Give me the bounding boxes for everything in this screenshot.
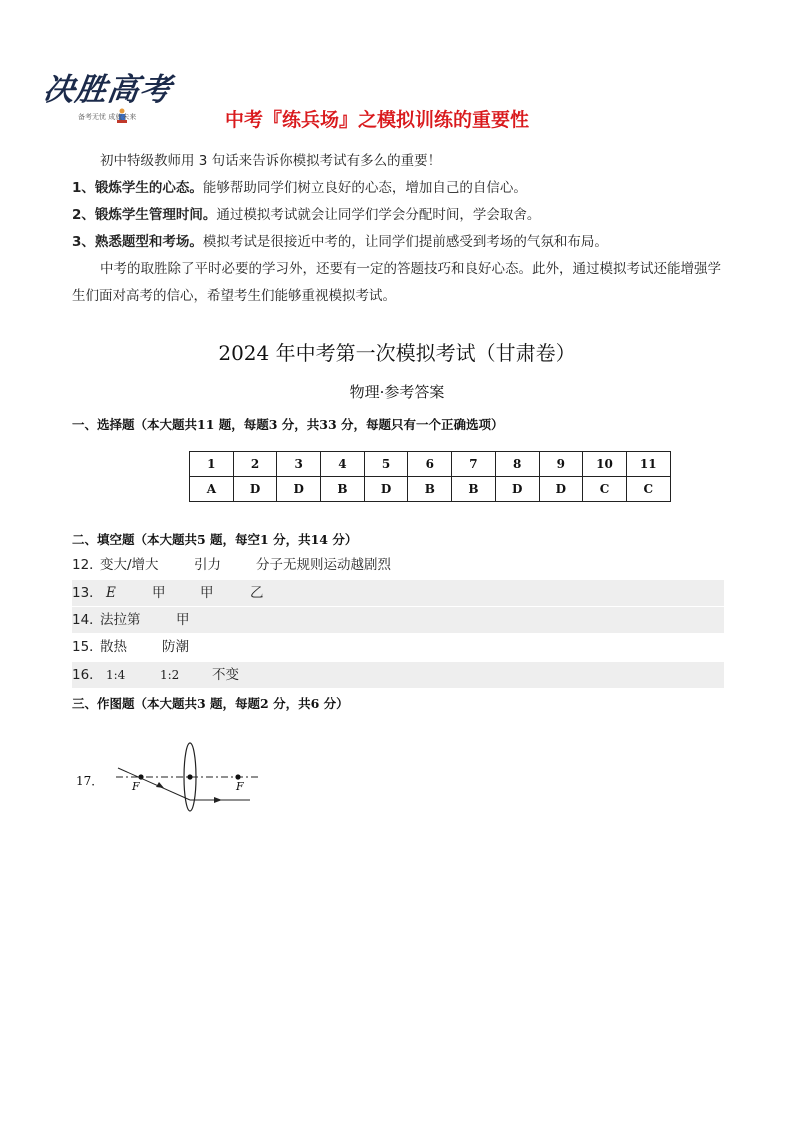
- question-number: 16．: [72, 667, 103, 683]
- answer-cell: D: [539, 477, 583, 502]
- question-number: 9: [539, 452, 583, 477]
- answer-text: 防潮: [162, 639, 189, 655]
- answer-text: 甲: [200, 585, 214, 601]
- intro-text: 初中特级教师用 3 句话来告诉你模拟考试有多么的重要！: [100, 153, 442, 169]
- question-number: 3: [277, 452, 321, 477]
- question-number: 10: [583, 452, 627, 477]
- answer-cell: B: [452, 477, 496, 502]
- answer-text: 乙: [250, 585, 264, 601]
- exam-subtitle: 物理·参考答案: [349, 383, 445, 401]
- point-1: [72, 180, 527, 196]
- answer-cell: C: [626, 477, 670, 502]
- point-1-num: 1、: [72, 180, 95, 196]
- question-number: 17．: [76, 774, 104, 788]
- answer-text: 分子无规则运动越剧烈: [256, 557, 391, 573]
- optical-center: [187, 774, 192, 779]
- answer-cell: B: [408, 477, 452, 502]
- answer-text: 引力: [194, 557, 221, 573]
- section-1-heading: 一、选择题（本大题共11 题，每题3 分，共33 分，每题只有一个正确选项）: [72, 417, 504, 432]
- incident-ray: [118, 768, 190, 800]
- point-3-num: 3、: [72, 234, 95, 250]
- answer-table: [189, 451, 671, 502]
- question-number: 7: [452, 452, 496, 477]
- question-number: 4: [321, 452, 365, 477]
- point-1-bold: 锻炼学生的心态。: [94, 180, 203, 196]
- closing-paragraph: 中考的取胜除了平时必要的学习外，还要有一定的答题技巧和良好心态。此外，通过模拟考试还能增强学生们面对高考的信心，希望考生们能够重视模拟考试。: [72, 261, 721, 304]
- answer-cell: A: [190, 477, 234, 502]
- answer-text: 甲: [176, 612, 190, 628]
- question-number: 13．: [72, 585, 103, 601]
- answer-cell: D: [233, 477, 277, 502]
- fill-answer-14: [72, 607, 724, 633]
- answer-text: 散热: [100, 639, 127, 655]
- answer-cell: D: [364, 477, 408, 502]
- question-number: 1: [190, 452, 234, 477]
- answer-text: 1:2: [160, 668, 180, 682]
- question-number: 11: [626, 452, 670, 477]
- answer-text: E: [106, 585, 116, 601]
- answer-text: 不变: [212, 667, 239, 683]
- question-number: 8: [495, 452, 539, 477]
- question-number: 2: [233, 452, 277, 477]
- fill-answer-12: [72, 552, 724, 578]
- ray-arrow: [214, 797, 222, 803]
- question-number: 12．: [72, 557, 103, 573]
- answer-table-numbers-row: [190, 452, 671, 477]
- point-2-text: 通过模拟考试就会让同学们学会分配时间，学会取舍。: [216, 207, 541, 223]
- focal-point-right: [235, 774, 240, 779]
- point-3: [72, 234, 608, 250]
- answer-text: 1:4: [106, 668, 126, 682]
- answer-cell: B: [321, 477, 365, 502]
- exam-title: 2024 年中考第一次模拟考试（甘肃卷）: [218, 341, 576, 365]
- logo-text: 决胜高考: [40, 72, 175, 108]
- question-number: 5: [364, 452, 408, 477]
- point-2-num: 2、: [72, 207, 95, 223]
- logo: [40, 64, 175, 136]
- figure-17: [72, 740, 272, 820]
- answer-text: 法拉第: [100, 612, 141, 628]
- focus-label-right: F: [236, 780, 244, 793]
- section-3-heading: 三、作图题（本大题共3 题，每题2 分，共6 分）: [72, 696, 349, 711]
- fill-answer-16: [72, 662, 724, 688]
- question-number: 6: [408, 452, 452, 477]
- fill-answer-13: [72, 580, 724, 606]
- focus-label-left: F: [132, 780, 140, 793]
- answer-cell: D: [495, 477, 539, 502]
- point-3-text: 模拟考试是很接近中考的，让同学们提前感受到考场的气氛和布局。: [202, 234, 608, 250]
- answer-cell: D: [277, 477, 321, 502]
- point-2-bold: 锻炼学生管理时间。: [94, 207, 217, 223]
- section-2-heading: 二、填空题（本大题共5 题，每空1 分，共14 分）: [72, 532, 358, 547]
- page-headline: 中考『练兵场』之模拟训练的重要性: [225, 109, 530, 131]
- question-number: 15．: [72, 639, 103, 655]
- answer-text: 甲: [152, 585, 166, 601]
- point-1-text: 能够帮助同学们树立良好的心态，增加自己的自信心。: [202, 180, 527, 196]
- question-number: 14．: [72, 612, 103, 628]
- logo-subtitle: 备考无忧 成就未来: [78, 113, 137, 121]
- point-2: [72, 207, 540, 223]
- answer-cell: C: [583, 477, 627, 502]
- fill-answer-15: [72, 634, 724, 660]
- answer-table-answers-row: [190, 477, 671, 502]
- point-3-bold: 熟悉题型和考场。: [94, 234, 203, 250]
- answer-text: 变大/增大: [100, 557, 159, 573]
